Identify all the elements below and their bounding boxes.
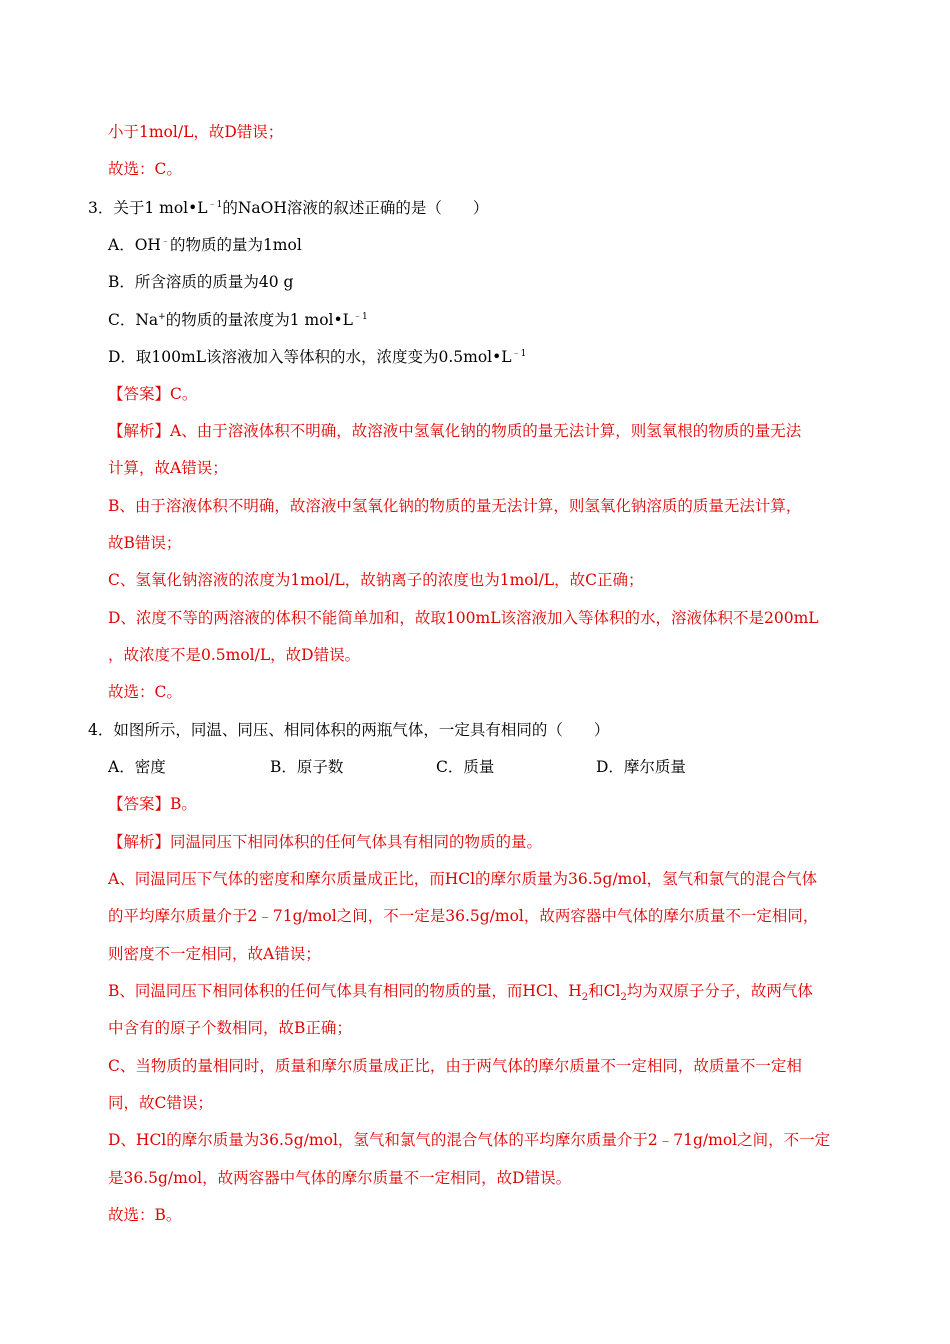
q3-option-c-text-a: C．Na — [108, 311, 159, 329]
q4-explanation-b1 — [108, 980, 813, 1002]
q3-explanation-label: 【解析】 — [108, 422, 171, 440]
q3-option-a-text-a: A．OH — [108, 236, 161, 254]
q4-explanation-b1-sub2: 2 — [620, 992, 627, 1003]
q4-answer: 【答案】B。 — [108, 795, 197, 813]
q4-option-a: A．密度 — [108, 758, 166, 776]
q3-explanation-b2: 故B错误； — [108, 534, 182, 552]
q3-option-c-sup2: ﹣1 — [352, 312, 368, 322]
q3-explanation-b1: B、由于溶液体积不明确，故溶液中氢氧化钠的物质的量无法计算，则氢氧化钠溶质的质量无法计算， — [108, 497, 802, 515]
q4-explanation-d2: 是36.5g/mol，故两容器中气体的摩尔质量不一定相同，故D错误。 — [108, 1169, 572, 1187]
q3-stem-text-a: 3．关于1 mol•L — [88, 199, 208, 217]
q3-option-b: B．所含溶质的质量为40 g — [108, 273, 294, 291]
q4-explanation-intro-text: 同温同压下相同体积的任何气体具有相同的物质的量。 — [170, 833, 543, 851]
q4-option-c: C．质量 — [436, 758, 495, 776]
q4-option-b: B．原子数 — [270, 758, 344, 776]
q4-explanation-c1: C、当物质的量相同时，质量和摩尔质量成正比，由于两气体的摩尔质量不一定相同，故质量不一定相 — [108, 1057, 802, 1075]
q4-explanation-label: 【解析】 — [108, 833, 171, 851]
q3-conclusion: 故选：C。 — [108, 683, 182, 701]
q3-explanation-a2: 计算，故A错误； — [108, 459, 228, 477]
q3-explanation-d2: ，故浓度不是0.5mol/L，故D错误。 — [108, 646, 361, 664]
q3-option-c-text-b: 的物质的量浓度为1 mol•L — [165, 311, 353, 329]
q4-explanation-intro — [108, 831, 542, 853]
q4-explanation-b2: 中含有的原子个数相同，故B正确； — [108, 1019, 352, 1037]
q3-explanation-a1 — [108, 420, 801, 442]
q3-stem-sup: ﹣1 — [207, 200, 223, 210]
q4-explanation-b1-text-a: B、同温同压下相同体积的任何气体具有相同的物质的量，而HCl、H — [108, 982, 582, 1000]
q3-stem-text-b: 的NaOH溶液的叙述正确的是（ ） — [222, 199, 489, 217]
q4-explanation-c2: 同，故C错误； — [108, 1094, 213, 1112]
q3-option-a-sup: ﹣ — [160, 237, 170, 247]
q3-option-c-sup: + — [158, 312, 166, 322]
q3-option-d-sup: ﹣1 — [511, 349, 527, 359]
q3-option-c — [108, 309, 368, 331]
q3-option-a-text-b: 的物质的量为1mol — [169, 236, 302, 254]
q3-stem — [88, 197, 488, 219]
q4-option-d: D．摩尔质量 — [596, 758, 686, 776]
q4-stem: 4．如图所示，同温、同压、相同体积的两瓶气体，一定具有相同的（ ） — [88, 721, 610, 739]
q3-option-a — [108, 234, 302, 256]
q3-explanation-a1-text: A、由于溶液体积不明确，故溶液中氢氧化钠的物质的量无法计算，则氢氧根的物质的量无法 — [170, 422, 802, 440]
prev-explanation-line: 小于1mol/L，故D错误； — [108, 123, 284, 141]
q4-explanation-a3: 则密度不一定相同，故A错误； — [108, 945, 321, 963]
q4-conclusion: 故选：B。 — [108, 1206, 182, 1224]
q3-explanation-c: C、氢氧化钠溶液的浓度为1mol/L，故钠离子的浓度也为1mol/L，故C正确； — [108, 571, 644, 589]
q4-explanation-d1: D、HCl的摩尔质量为36.5g/mol，氢气和氯气的混合气体的平均摩尔质量介于2﹣71g/mol之间，不一定 — [108, 1131, 831, 1149]
q4-explanation-a1: A、同温同压下气体的密度和摩尔质量成正比，而HCl的摩尔质量为36.5g/mol，氢气和氯气的混合气体 — [108, 870, 818, 888]
q4-explanation-a2: 的平均摩尔质量介于2﹣71g/mol之间，不一定是36.5g/mol，故两容器中气体的摩尔质量不一定相同， — [108, 907, 819, 925]
q4-explanation-b1-text-c: 均为双原子分子，故两气体 — [626, 982, 813, 1000]
q3-explanation-d1: D、浓度不等的两溶液的体积不能简单加和，故取100mL该溶液加入等体积的水，溶液体积不是200mL — [108, 609, 819, 627]
q3-option-d-text: D．取100mL该溶液加入等体积的水，浓度变为0.5mol•L — [108, 348, 512, 366]
q4-explanation-b1-sub1: 2 — [581, 992, 589, 1003]
prev-conclusion: 故选：C。 — [108, 160, 182, 178]
q3-answer: 【答案】C。 — [108, 385, 198, 403]
q3-option-d — [108, 346, 526, 368]
q4-explanation-b1-text-b: 和Cl — [588, 982, 621, 1000]
